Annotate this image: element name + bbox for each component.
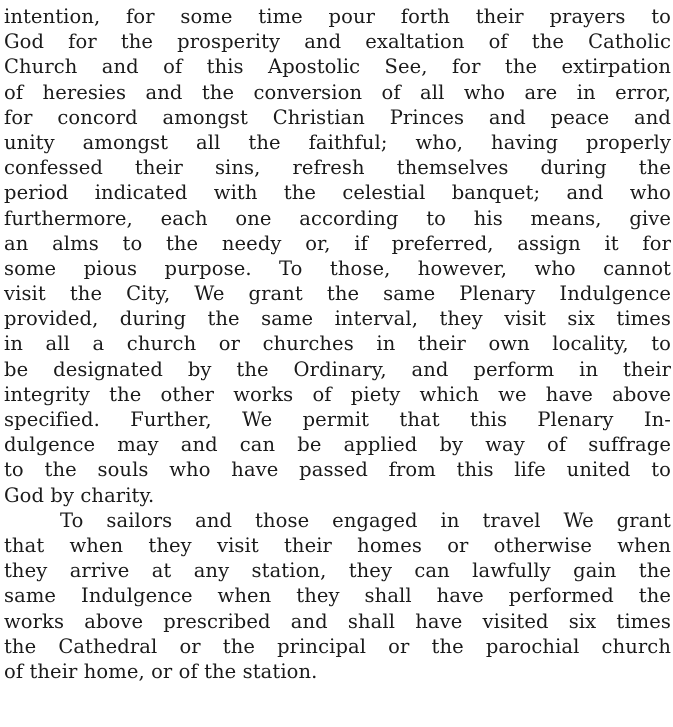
text-line: some pious purpose. To those, however, who cannot [4,256,671,280]
text-line: To sailors and those engaged in travel We grant [60,508,671,532]
text-line: to the souls who have passed from this life united to [4,458,671,482]
text-line: works above prescribed and shall have visited six times [4,609,671,633]
paragraph-2 [4,508,671,684]
text-line: specified. Further, We permit that this Plenary In- [4,408,671,431]
text-line: God by charity. [4,483,155,507]
text-line: of their home, or of the station. [4,659,318,683]
text-line: of heresies and the conversion of all who are in error, [4,80,671,104]
text-line: integrity the other works of piety which we have above [4,382,671,406]
text-line: confessed their sins, refresh themselves during the [4,156,671,180]
paragraph-1 [4,4,671,508]
text-line: provided, during the same interval, they visit six times [4,307,671,331]
text-line: intention, for some time pour forth their prayers to [4,5,671,28]
text-line: for concord amongst Christian Princes and peace and [4,105,671,129]
text-line: visit the City, We grant the same Plenary Indulgence [4,282,671,306]
text-line: be designated by the Ordinary, and perform in their [4,357,671,381]
text-line: in all a church or churches in their own locality, to [4,332,671,356]
text-line: Church and of this Apostolic See, for the extirpation [4,55,671,79]
text-line: an alms to the needy or, if preferred, assign it for [4,231,671,255]
text-line: they arrive at any station, they can lawfully gain the [4,559,671,583]
text-line: the Cathedral or the principal or the parochial church [4,634,671,658]
text-line: same Indulgence when they shall have performed the [4,584,671,608]
text-line: God for the prosperity and exaltation of the Catholic [4,30,671,54]
text-line: furthermore, each one according to his means, give [4,206,671,230]
text-line: period indicated with the celestial banquet; and who [4,181,671,205]
text-line: unity amongst all the faithful; who, having properly [4,130,671,154]
text-line: that when they visit their homes or otherwise when [4,533,671,557]
text-line: dulgence may and can be applied by way of suffrage [4,433,671,457]
